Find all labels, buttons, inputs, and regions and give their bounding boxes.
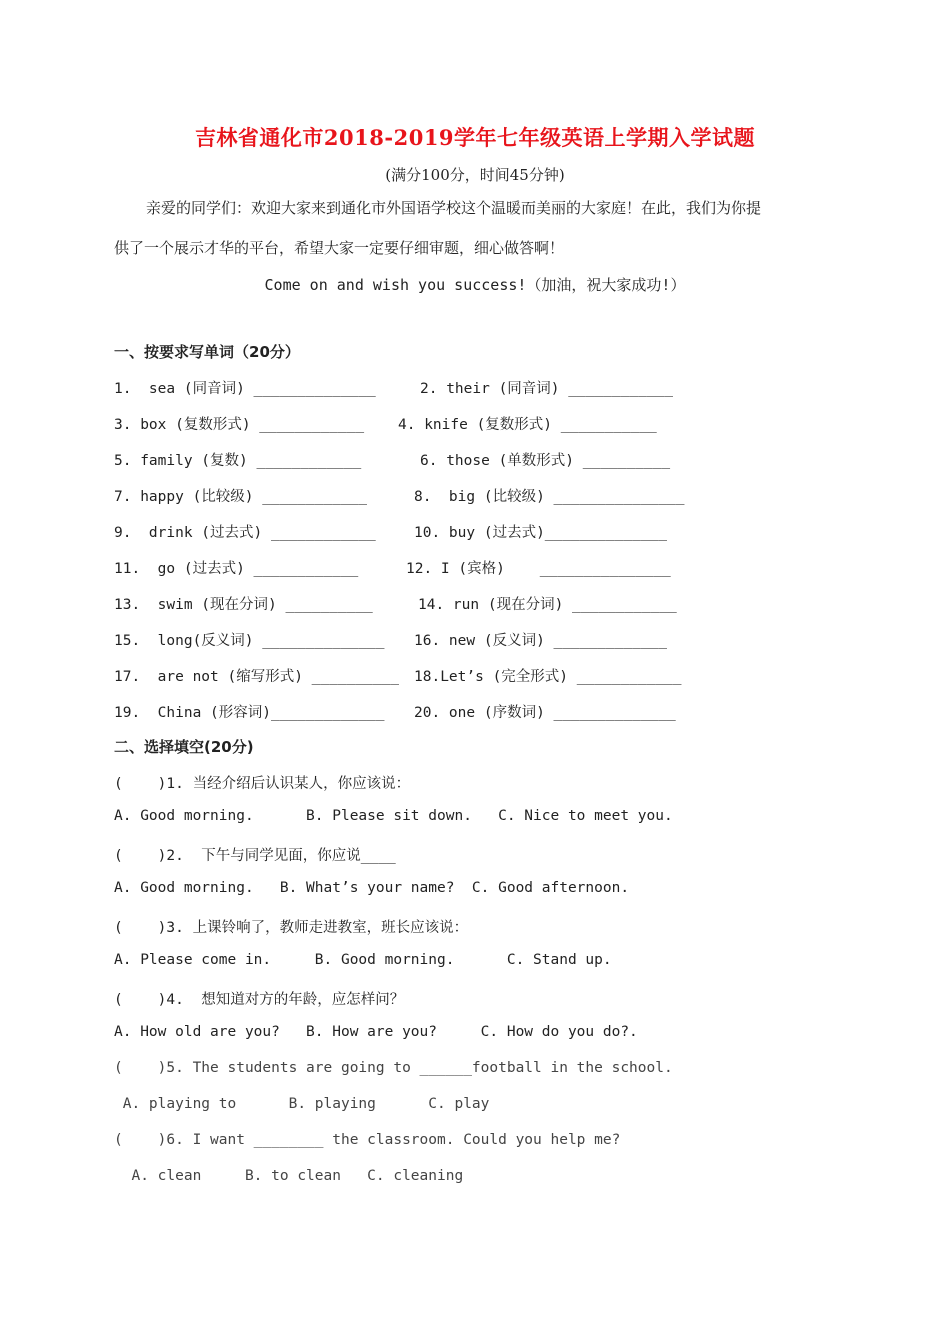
word-item: 2. their (同音词) ____________	[420, 381, 674, 397]
word-item: 11. go (过去式) ____________	[114, 561, 359, 577]
question-options: A. Good morning. B. What’s your name? C. Good afternoon.	[114, 880, 630, 896]
question-stem: ( )3. 上课铃响了，教师走进教室，班长应该说：	[114, 920, 469, 936]
word-row	[114, 521, 834, 545]
intro-line-1: 亲爱的同学们：欢迎大家来到通化市外国语学校这个温暖而美丽的大家庭！在此，我们为你提	[146, 199, 762, 217]
question-options: A. clean B. to clean C. cleaning	[114, 1168, 464, 1184]
word-item: 6. those (单数形式) __________	[420, 453, 671, 469]
intro-line-2: 供了一个展示才华的平台，希望大家一定要仔细审题，细心做答啊！	[114, 239, 565, 257]
word-item: 13. swim (现在分词) __________	[114, 597, 373, 613]
question-options: A. How old are you? B. How are you? C. How do you do?.	[114, 1024, 638, 1040]
cheer-line: Come on and wish you success!（加油，祝大家成功!）	[264, 276, 686, 294]
word-item: 9. drink (过去式) ____________	[114, 525, 376, 541]
question-options: A. playing to B. playing C. play	[114, 1096, 490, 1112]
word-item: 3. box (复数形式) ____________	[114, 417, 365, 433]
word-item: 4. knife (复数形式) ___________	[398, 417, 657, 433]
word-item: 12. I (宾格) _______________	[406, 561, 671, 577]
word-row	[114, 377, 834, 401]
word-item: 15. long(反义词) ______________	[114, 633, 385, 649]
word-item: 18.Let’s (完全形式) ____________	[414, 669, 682, 685]
question-stem: ( )1. 当经介绍后认识某人，你应该说：	[114, 776, 411, 792]
word-row	[114, 629, 834, 653]
word-item: 14. run (现在分词) ____________	[418, 597, 677, 613]
word-item: 8. big (比较级) _______________	[414, 489, 685, 505]
word-row	[114, 665, 834, 689]
word-item: 10. buy (过去式)______________	[414, 525, 668, 541]
word-row	[114, 701, 834, 725]
word-row	[114, 485, 834, 509]
question-options: A. Good morning. B. Please sit down. C. Nice to meet you.	[114, 808, 673, 824]
question-stem: ( )6. I want ________ the classroom. Could you help me?	[114, 1132, 621, 1148]
question-stem: ( )2. 下午与同学见面，你应说____	[114, 848, 396, 864]
word-item: 1. sea (同音词) ______________	[114, 381, 376, 397]
word-item: 16. new (反义词) _____________	[414, 633, 668, 649]
question-stem: ( )5. The students are going to ______football in the school.	[114, 1060, 673, 1076]
question-stem: ( )4. 想知道对方的年龄，应怎样问？	[114, 992, 405, 1008]
word-row	[114, 449, 834, 473]
word-item: 5. family (复数) ____________	[114, 453, 362, 469]
exam-title: 吉林省通化市2018-2019学年七年级英语上学期入学试题	[194, 125, 756, 150]
word-row	[114, 593, 834, 617]
word-row	[114, 413, 834, 437]
word-row	[114, 557, 834, 581]
question-options: A. Please come in. B. Good morning. C. Stand up.	[114, 952, 612, 968]
exam-subtitle: (满分100分，时间45分钟)	[385, 166, 565, 184]
section-1-heading: 一、按要求写单词（20分）	[114, 343, 300, 361]
word-item: 17. are not (缩写形式) __________	[114, 669, 399, 685]
word-item: 7. happy (比较级) ____________	[114, 489, 368, 505]
word-item: 19. China (形容词)_____________	[114, 705, 385, 721]
section-2-heading: 二、选择填空(20分)	[114, 738, 254, 756]
word-item: 20. one (序数词) ______________	[414, 705, 676, 721]
